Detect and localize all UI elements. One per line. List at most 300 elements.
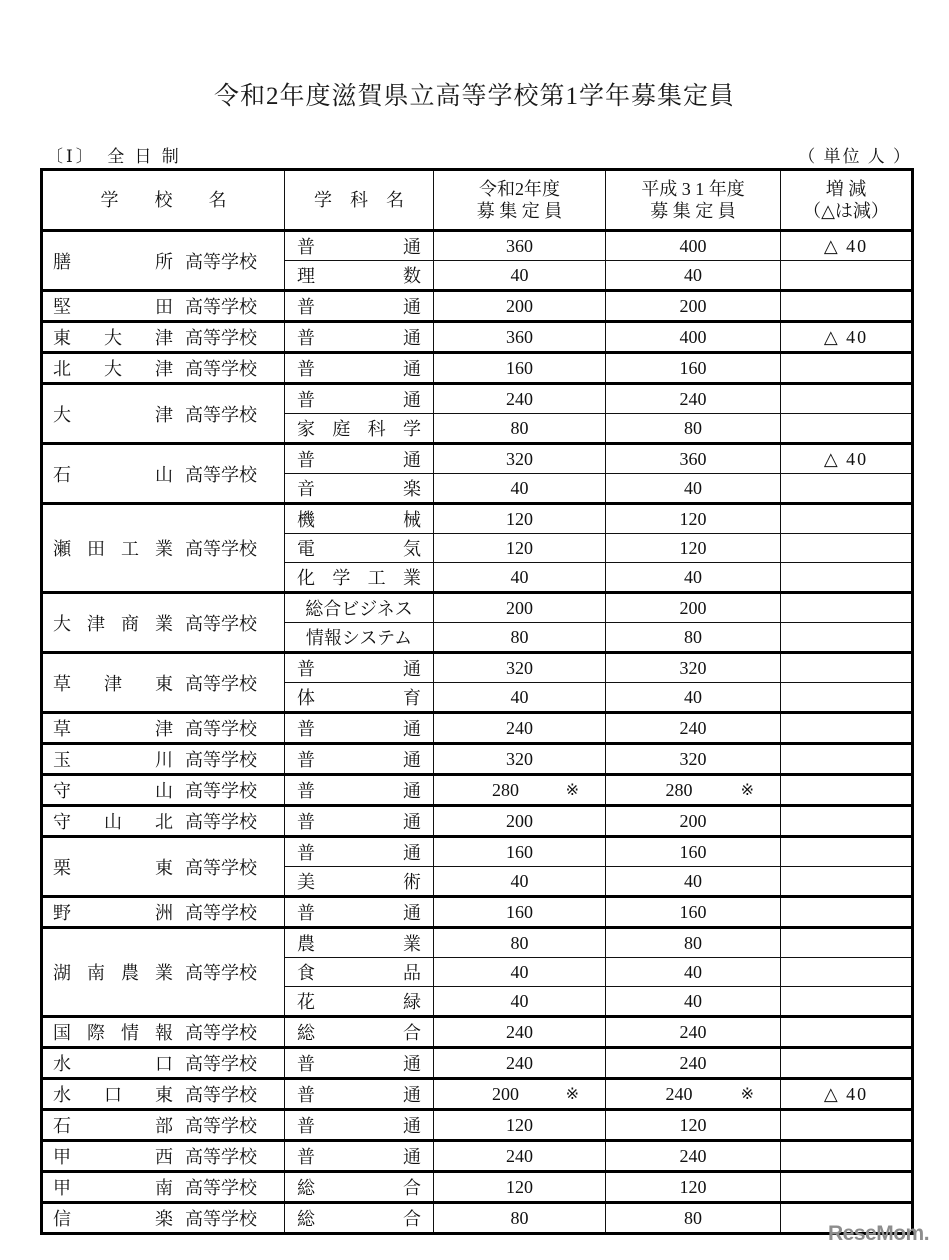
- year31-quota: [606, 1017, 781, 1048]
- header-year2: [434, 170, 606, 231]
- school-name-prefix: 玉 川: [53, 750, 173, 770]
- department-name-cell: [285, 414, 434, 444]
- school-name-cell: [42, 353, 285, 384]
- quota-table: [40, 168, 914, 1235]
- header-year31: [606, 170, 781, 231]
- watermark: ReseMom.: [828, 1222, 930, 1245]
- department-name-cell: [285, 322, 434, 353]
- note-asterisk-icon: ※: [565, 782, 579, 799]
- school-name-cell: [42, 897, 285, 928]
- year2-quota: [434, 987, 606, 1017]
- table-row: [42, 1172, 913, 1203]
- year2-quota-value: 240: [506, 1052, 533, 1073]
- department-name: 食 品: [297, 963, 421, 983]
- note-asterisk-icon: ※: [565, 1086, 579, 1103]
- department-name-cell: [285, 474, 434, 504]
- department-name: 音 楽: [297, 479, 421, 499]
- header-difference: [781, 170, 913, 231]
- department-name: 農 業: [297, 934, 421, 954]
- table-body: [42, 231, 913, 1234]
- department-name-cell: [285, 958, 434, 987]
- department-name: 普 通: [297, 390, 421, 410]
- year31-quota: [606, 744, 781, 775]
- year2-quota-value: 120: [506, 508, 533, 529]
- year31-quota-value: 200: [679, 810, 707, 831]
- year2-quota-value: 120: [506, 1114, 533, 1135]
- year31-quota: [606, 713, 781, 744]
- department-name: 美 術: [297, 872, 421, 892]
- year31-quota: [606, 958, 781, 987]
- year2-quota-value: 240: [506, 1021, 533, 1042]
- department-name-cell: [285, 384, 434, 414]
- year31-quota-value: 320: [679, 657, 707, 678]
- difference-cell: [781, 444, 913, 474]
- department-name: 総 合: [297, 1178, 421, 1198]
- school-name-cell: [42, 1110, 285, 1141]
- year2-quota: [434, 384, 606, 414]
- school-name-suffix: 高等学校: [185, 297, 257, 317]
- school-name-suffix: 高等学校: [185, 857, 257, 878]
- department-name-cell: [285, 291, 434, 322]
- difference-cell: [781, 928, 913, 958]
- year2-quota-value: 240: [506, 1145, 533, 1166]
- school-name-suffix: 高等学校: [185, 781, 257, 801]
- school-name-cell: [42, 713, 285, 744]
- school-name-cell: [42, 1141, 285, 1172]
- header-department: [285, 170, 434, 231]
- table-row: [42, 444, 913, 474]
- year2-quota: [434, 623, 606, 653]
- difference-cell: [781, 474, 913, 504]
- year31-quota-value: 120: [679, 1176, 707, 1197]
- department-name-cell: [285, 231, 434, 261]
- school-name-suffix: 高等学校: [185, 1178, 257, 1198]
- table-row: [42, 231, 913, 261]
- year2-quota-value: 80: [510, 626, 529, 647]
- year2-quota: [434, 928, 606, 958]
- difference-cell: [781, 837, 913, 867]
- school-name-prefix: 国際情報: [53, 1023, 173, 1043]
- department-name-cell: [285, 1203, 434, 1234]
- department-name-cell: [285, 837, 434, 867]
- note-asterisk-icon: ※: [740, 782, 754, 799]
- header-year2-line2: 募 集 定 員: [476, 201, 563, 221]
- department-name: 総 合: [297, 1023, 421, 1043]
- year2-quota: [434, 563, 606, 593]
- year2-quota: [434, 414, 606, 444]
- school-name-suffix: 高等学校: [185, 328, 257, 348]
- table-row: [42, 713, 913, 744]
- table-row: [42, 1079, 913, 1110]
- header-year2-line1: 令和2年度: [479, 178, 560, 199]
- department-name-cell: [285, 563, 434, 593]
- year2-quota: [434, 837, 606, 867]
- table-row: [42, 775, 913, 806]
- school-name-prefix: 甲 西: [53, 1147, 173, 1167]
- year2-quota-value: 200: [506, 295, 533, 316]
- school-name-prefix: 守山北: [53, 812, 173, 832]
- difference-cell: [781, 291, 913, 322]
- year31-quota: [606, 1203, 781, 1234]
- year31-quota: [606, 623, 781, 653]
- school-name-cell: [42, 322, 285, 353]
- department-name: 普 通: [297, 1147, 421, 1167]
- year31-quota-value: 80: [684, 932, 702, 953]
- year2-quota: [434, 1048, 606, 1079]
- school-name-cell: [42, 231, 285, 291]
- difference-cell: [781, 897, 913, 928]
- header-year31-line2: 募 集 定 員: [650, 201, 736, 221]
- year2-quota: [434, 744, 606, 775]
- year31-quota: [606, 683, 781, 713]
- year2-quota-value: 240: [506, 717, 533, 738]
- table-row: [42, 1048, 913, 1079]
- difference-value: △ 40: [823, 1083, 869, 1104]
- table-row: [42, 1141, 913, 1172]
- school-name-suffix: 高等学校: [185, 404, 257, 425]
- school-name-suffix: 高等学校: [185, 464, 257, 485]
- year31-quota: [606, 1079, 781, 1110]
- difference-cell: [781, 504, 913, 534]
- department-name: 普 通: [297, 1085, 421, 1105]
- year2-quota-value: 360: [506, 235, 533, 256]
- school-name-cell: [42, 653, 285, 713]
- header-row: [42, 170, 913, 231]
- department-name-cell: [285, 1141, 434, 1172]
- year2-quota-value: 40: [510, 961, 529, 982]
- school-name-suffix: 高等学校: [185, 1209, 257, 1229]
- year31-quota-value: 160: [679, 841, 707, 862]
- difference-value: △ 40: [823, 326, 869, 347]
- year31-quota: [606, 414, 781, 444]
- difference-cell: [781, 384, 913, 414]
- year31-quota: [606, 231, 781, 261]
- year2-quota: [434, 897, 606, 928]
- year2-quota: [434, 1079, 606, 1110]
- year2-quota: [434, 504, 606, 534]
- school-name-prefix: 石 部: [53, 1116, 173, 1136]
- year2-quota-value: 120: [506, 1176, 533, 1197]
- school-name-prefix: 石 山: [53, 464, 173, 485]
- school-name-prefix: 堅 田: [53, 297, 173, 317]
- year31-quota-value: 240: [679, 1021, 707, 1042]
- department-name-cell: [285, 261, 434, 291]
- department-name: 総 合: [297, 1209, 421, 1229]
- table-header: [42, 170, 913, 231]
- department-name: 普 通: [297, 297, 421, 317]
- table-row: [42, 928, 913, 958]
- department-name-cell: [285, 353, 434, 384]
- department-name: 普 通: [297, 903, 421, 923]
- year31-quota-value: 400: [679, 235, 707, 256]
- year31-quota: [606, 837, 781, 867]
- header-year31-line1: 平成 3 1 年度: [641, 178, 745, 199]
- year2-quota-value: 80: [510, 932, 529, 953]
- school-name-suffix: 高等学校: [185, 1085, 257, 1105]
- school-name-suffix: 高等学校: [185, 1054, 257, 1074]
- table-row: [42, 291, 913, 322]
- table-row: [42, 897, 913, 928]
- school-name-suffix: 高等学校: [185, 251, 257, 272]
- year31-quota-value: 80: [684, 417, 702, 438]
- table-row: [42, 1110, 913, 1141]
- table-row: [42, 744, 913, 775]
- difference-cell: [781, 867, 913, 897]
- difference-cell: [781, 683, 913, 713]
- year31-quota-value: 240: [679, 1052, 707, 1073]
- section-subheader: [46, 142, 912, 164]
- unit-label: （ 単位 人 ）: [798, 147, 912, 166]
- year31-quota: [606, 1172, 781, 1203]
- department-name-cell: [285, 1079, 434, 1110]
- header-difference-line1: 増 減: [825, 178, 867, 199]
- year31-quota: [606, 987, 781, 1017]
- department-name-cell: [285, 1017, 434, 1048]
- year31-quota: [606, 867, 781, 897]
- year31-quota-value: 160: [679, 901, 707, 922]
- year2-quota-value: 280: [492, 779, 519, 800]
- department-name: 総合ビジネス: [305, 599, 413, 619]
- difference-cell: [781, 231, 913, 261]
- department-name-cell: [285, 534, 434, 563]
- department-name-cell: [285, 1048, 434, 1079]
- department-name-cell: [285, 867, 434, 897]
- year2-quota-value: 40: [510, 477, 529, 498]
- year31-quota-value: 360: [679, 448, 707, 469]
- department-name-cell: [285, 928, 434, 958]
- table-row: [42, 384, 913, 414]
- school-name-prefix: 北大津: [53, 359, 173, 379]
- school-name-prefix: 瀬田工業: [53, 539, 173, 559]
- school-name-cell: [42, 806, 285, 837]
- year31-quota: [606, 897, 781, 928]
- year2-quota: [434, 1141, 606, 1172]
- year31-quota-value: 240: [679, 1145, 707, 1166]
- year31-quota-value: 40: [684, 961, 702, 982]
- department-name-cell: [285, 623, 434, 653]
- department-name: 普 通: [297, 843, 421, 863]
- school-name-prefix: 野 洲: [53, 903, 173, 923]
- year31-quota: [606, 474, 781, 504]
- department-name-cell: [285, 987, 434, 1017]
- department-name: 普 通: [297, 1054, 421, 1074]
- school-name-prefix: 大津商業: [53, 613, 173, 634]
- header-difference-line2: （△は減）: [803, 201, 889, 221]
- school-name-prefix: 水 口: [53, 1054, 173, 1074]
- department-name: 普 通: [297, 328, 421, 348]
- school-name-cell: [42, 775, 285, 806]
- year2-quota-value: 160: [506, 841, 533, 862]
- year31-quota: [606, 806, 781, 837]
- department-name: 情報システム: [305, 628, 413, 648]
- year31-quota-value: 120: [679, 537, 707, 558]
- year31-quota: [606, 653, 781, 683]
- school-name-cell: [42, 1079, 285, 1110]
- difference-cell: [781, 414, 913, 444]
- difference-cell: [781, 1048, 913, 1079]
- school-name-suffix: 高等学校: [185, 539, 257, 559]
- school-name-cell: [42, 1203, 285, 1234]
- difference-cell: [781, 534, 913, 563]
- department-name: 理 数: [297, 266, 421, 286]
- year2-quota: [434, 653, 606, 683]
- school-name-cell: [42, 1048, 285, 1079]
- year31-quota: [606, 563, 781, 593]
- year31-quota-value: 80: [684, 1207, 702, 1228]
- year2-quota: [434, 958, 606, 987]
- year31-quota-value: 40: [684, 264, 702, 285]
- year2-quota: [434, 353, 606, 384]
- difference-cell: [781, 563, 913, 593]
- year31-quota: [606, 353, 781, 384]
- year2-quota: [434, 1017, 606, 1048]
- department-name-cell: [285, 593, 434, 623]
- year31-quota: [606, 928, 781, 958]
- year2-quota-value: 80: [510, 1207, 529, 1228]
- department-name: 普 通: [297, 450, 421, 470]
- table-row: [42, 322, 913, 353]
- department-name: 普 通: [297, 659, 421, 679]
- year2-quota: [434, 775, 606, 806]
- year2-quota: [434, 444, 606, 474]
- year31-quota-value: 160: [679, 357, 707, 378]
- year2-quota-value: 40: [510, 264, 529, 285]
- department-name: 普 通: [297, 237, 421, 257]
- year2-quota: [434, 683, 606, 713]
- year2-quota-value: 200: [506, 810, 533, 831]
- school-name-cell: [42, 1172, 285, 1203]
- school-name-prefix: 東大津: [53, 328, 173, 348]
- school-name-cell: [42, 744, 285, 775]
- difference-cell: [781, 322, 913, 353]
- table-row: [42, 1203, 913, 1234]
- school-name-cell: [42, 504, 285, 593]
- school-name-suffix: 高等学校: [185, 903, 257, 923]
- school-name-suffix: 高等学校: [185, 673, 257, 694]
- department-name: 普 通: [297, 781, 421, 801]
- department-name: 普 通: [297, 719, 421, 739]
- difference-cell: [781, 775, 913, 806]
- school-name-prefix: 大 津: [53, 404, 173, 425]
- difference-value: △ 40: [823, 235, 869, 256]
- year31-quota: [606, 1110, 781, 1141]
- year2-quota-value: 320: [506, 448, 533, 469]
- department-name: 普 通: [297, 1116, 421, 1136]
- table-row: [42, 653, 913, 683]
- year31-quota-value: 200: [679, 295, 707, 316]
- difference-cell: [781, 261, 913, 291]
- school-name-prefix: 水口東: [53, 1085, 173, 1105]
- difference-cell: [781, 1172, 913, 1203]
- section-label: 〔Ⅰ〕 全 日 制: [46, 147, 182, 166]
- year2-quota-value: 120: [506, 537, 533, 558]
- difference-cell: [781, 353, 913, 384]
- school-name-cell: [42, 444, 285, 504]
- year2-quota: [434, 1203, 606, 1234]
- department-name-cell: [285, 1110, 434, 1141]
- header-school-label: 学 校 名: [100, 189, 227, 210]
- header-department-label: 学 科 名: [314, 189, 404, 210]
- year2-quota-value: 360: [506, 326, 533, 347]
- year31-quota-value: 240: [679, 388, 707, 409]
- department-name: 体 育: [297, 688, 421, 708]
- difference-cell: [781, 1017, 913, 1048]
- department-name-cell: [285, 713, 434, 744]
- year31-quota: [606, 593, 781, 623]
- department-name: 普 通: [297, 359, 421, 379]
- difference-cell: [781, 653, 913, 683]
- year31-quota: [606, 775, 781, 806]
- year2-quota: [434, 867, 606, 897]
- school-name-prefix: 草 津: [53, 719, 173, 739]
- year2-quota-value: 240: [506, 388, 533, 409]
- year2-quota: [434, 1172, 606, 1203]
- department-name: 電 気: [297, 539, 421, 559]
- department-name: 化学工業: [297, 568, 421, 588]
- department-name-cell: [285, 653, 434, 683]
- year2-quota: [434, 806, 606, 837]
- difference-value: △ 40: [823, 448, 869, 469]
- school-name-prefix: 甲 南: [53, 1178, 173, 1198]
- year2-quota-value: 40: [510, 566, 529, 587]
- year31-quota-value: 40: [684, 477, 702, 498]
- year2-quota-value: 200: [506, 597, 533, 618]
- year2-quota: [434, 1110, 606, 1141]
- year2-quota: [434, 291, 606, 322]
- school-name-cell: [42, 384, 285, 444]
- year31-quota-value: 120: [679, 1114, 707, 1135]
- department-name-cell: [285, 775, 434, 806]
- table-row: [42, 353, 913, 384]
- difference-cell: [781, 744, 913, 775]
- year31-quota: [606, 291, 781, 322]
- department-name-cell: [285, 504, 434, 534]
- year31-quota: [606, 384, 781, 414]
- year2-quota-value: 160: [506, 357, 533, 378]
- year2-quota-value: 80: [510, 417, 529, 438]
- year2-quota-value: 40: [510, 686, 529, 707]
- year31-quota: [606, 1048, 781, 1079]
- school-name-cell: [42, 837, 285, 897]
- school-name-suffix: 高等学校: [185, 1147, 257, 1167]
- year31-quota-value: 40: [684, 566, 702, 587]
- difference-cell: [781, 593, 913, 623]
- year31-quota-value: 320: [679, 748, 707, 769]
- year2-quota-value: 320: [506, 748, 533, 769]
- table-row: [42, 837, 913, 867]
- header-school: [42, 170, 285, 231]
- department-name-cell: [285, 444, 434, 474]
- page-title: 令和2年度滋賀県立高等学校第1学年募集定員: [213, 83, 735, 110]
- school-name-suffix: 高等学校: [185, 359, 257, 379]
- school-name-suffix: 高等学校: [185, 750, 257, 770]
- table-row: [42, 806, 913, 837]
- difference-cell: [781, 623, 913, 653]
- year2-quota: [434, 593, 606, 623]
- department-name-cell: [285, 1172, 434, 1203]
- difference-cell: [781, 1110, 913, 1141]
- school-name-cell: [42, 291, 285, 322]
- school-name-cell: [42, 928, 285, 1017]
- year31-quota: [606, 1141, 781, 1172]
- year31-quota: [606, 444, 781, 474]
- year31-quota-value: 240: [679, 717, 707, 738]
- table-row: [42, 504, 913, 534]
- school-name-prefix: 信 楽: [53, 1209, 173, 1229]
- year2-quota-value: 320: [506, 657, 533, 678]
- school-name-suffix: 高等学校: [185, 1116, 257, 1136]
- year31-quota-value: 200: [679, 597, 707, 618]
